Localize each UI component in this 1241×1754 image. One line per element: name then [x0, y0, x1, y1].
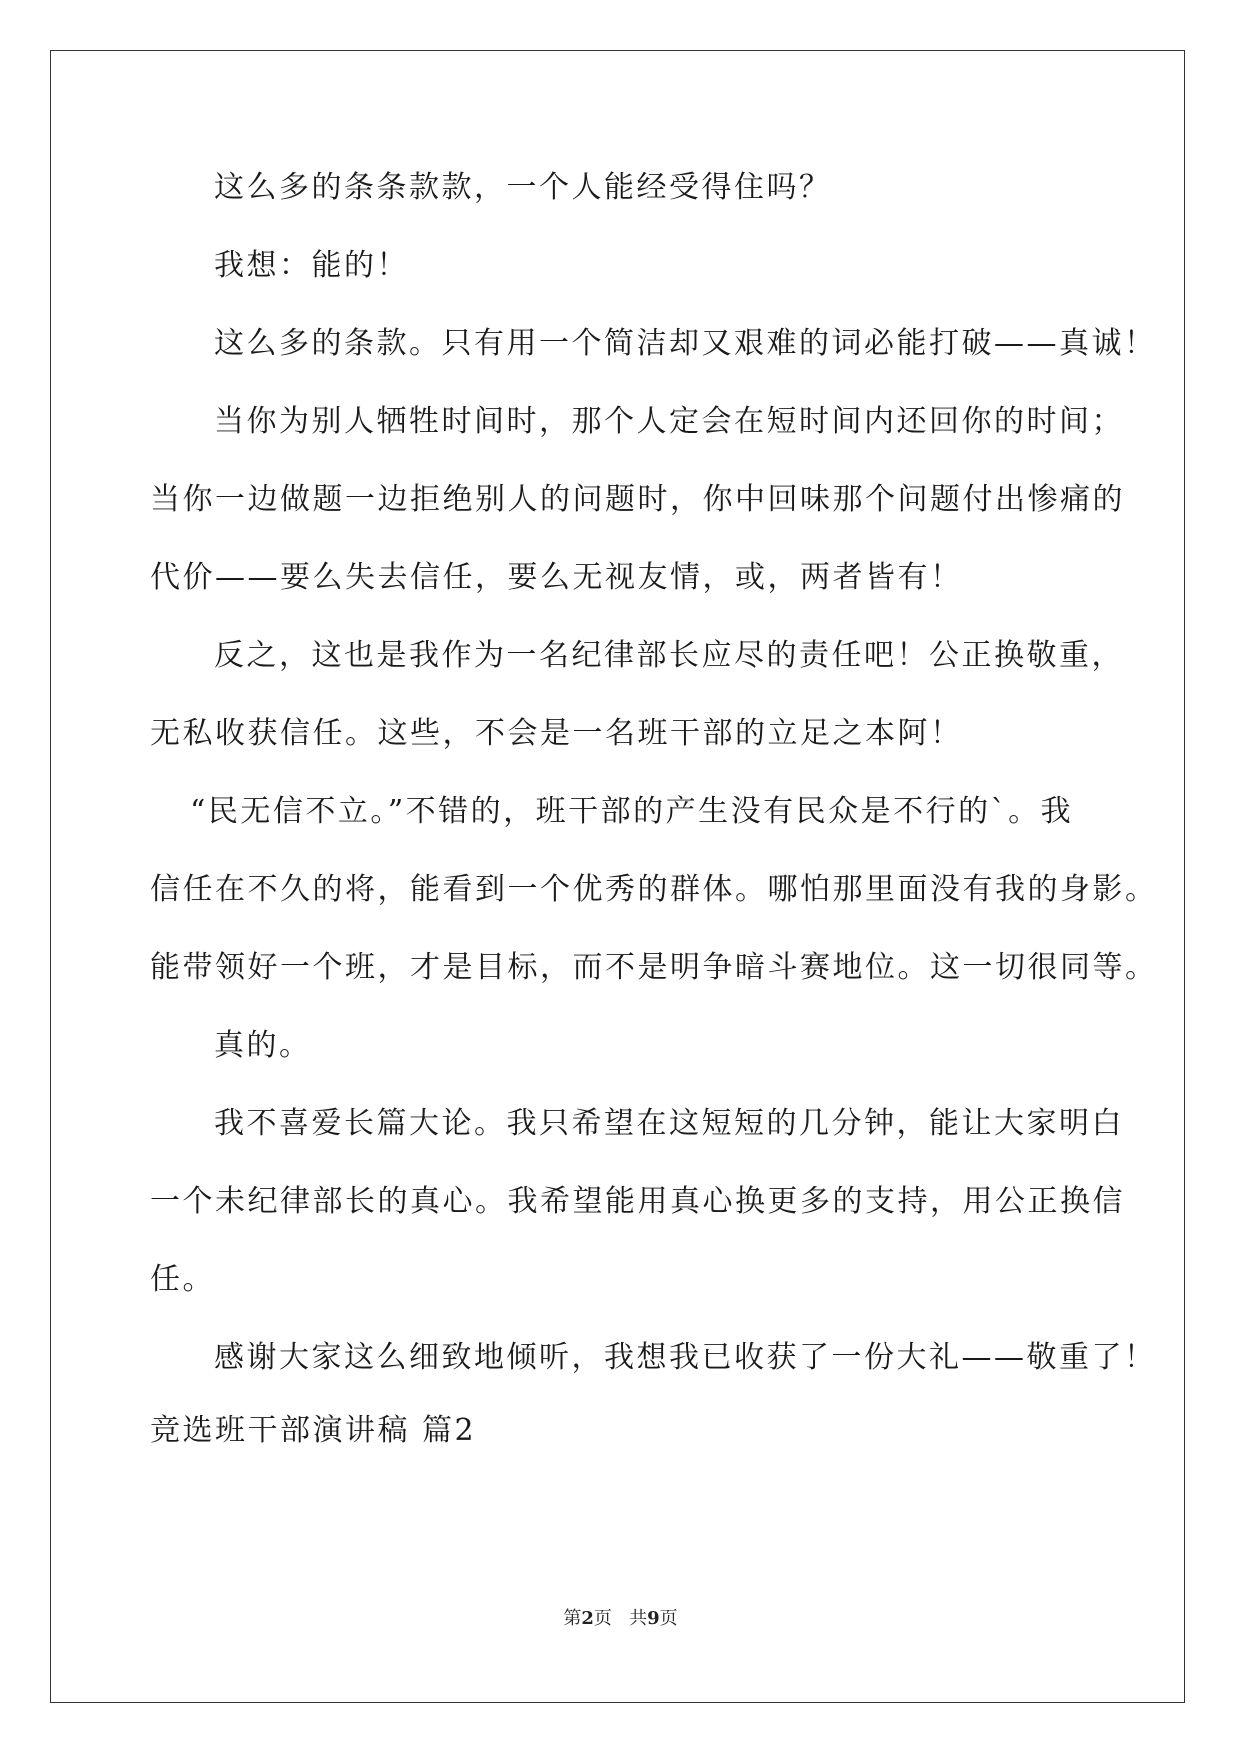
section-heading: 竞选班干部演讲稿 篇2 [150, 1413, 477, 1448]
total-pages-prefix: 共 [629, 1608, 648, 1629]
text-line: 感谢大家这么细致地倾听，我想我已收获了一份大礼——敬重了！ [214, 1340, 1157, 1375]
text-line: 信任在不久的将，能看到一个优秀的群体。哪怕那里面没有我的身影。 [150, 872, 1158, 907]
text-line: 真的。 [214, 1028, 312, 1063]
text-line: 我不喜爱长篇大论。我只希望在这短短的几分钟，能让大家明白 [214, 1106, 1124, 1141]
total-pages-suffix: 页 [659, 1608, 678, 1629]
text-line: 代价——要么失去信任，要么无视友情，或，两者皆有！ [150, 560, 963, 595]
text-line: “民无信不立。”不错的，班干部的产生没有民众是不行的`。我 [190, 794, 1074, 829]
page-number-suffix: 页 [593, 1608, 612, 1629]
text-line: 任。 [150, 1262, 215, 1297]
text-line: 反之，这也是我作为一名纪律部长应尽的责任吧！公正换敬重， [214, 638, 1124, 673]
text-line: 这么多的条条款款，一个人能经受得住吗？ [214, 170, 832, 205]
total-pages-number: 9 [647, 1608, 660, 1629]
text-line: 无私收获信任。这些，不会是一名班干部的立足之本阿！ [150, 716, 963, 751]
text-line: 能带领好一个班，才是目标，而不是明争暗斗赛地位。这一切很同等。 [150, 950, 1158, 985]
text-line: 我想：能的！ [214, 248, 409, 283]
page-footer [0, 1607, 1241, 1631]
current-page-number: 2 [581, 1608, 594, 1629]
text-line: 这么多的条款。只有用一个简洁却又艰难的词必能打破——真诚！ [214, 326, 1157, 361]
text-line: 当你一边做题一边拒绝别人的问题时，你中回味那个问题付出惨痛的 [150, 482, 1125, 517]
page-number-prefix: 第 [563, 1608, 582, 1629]
text-line: 当你为别人牺牲时间时，那个人定会在短时间内还回你的时间； [214, 404, 1124, 439]
text-line: 一个未纪律部长的真心。我希望能用真心换更多的支持，用公正换信 [150, 1184, 1125, 1219]
